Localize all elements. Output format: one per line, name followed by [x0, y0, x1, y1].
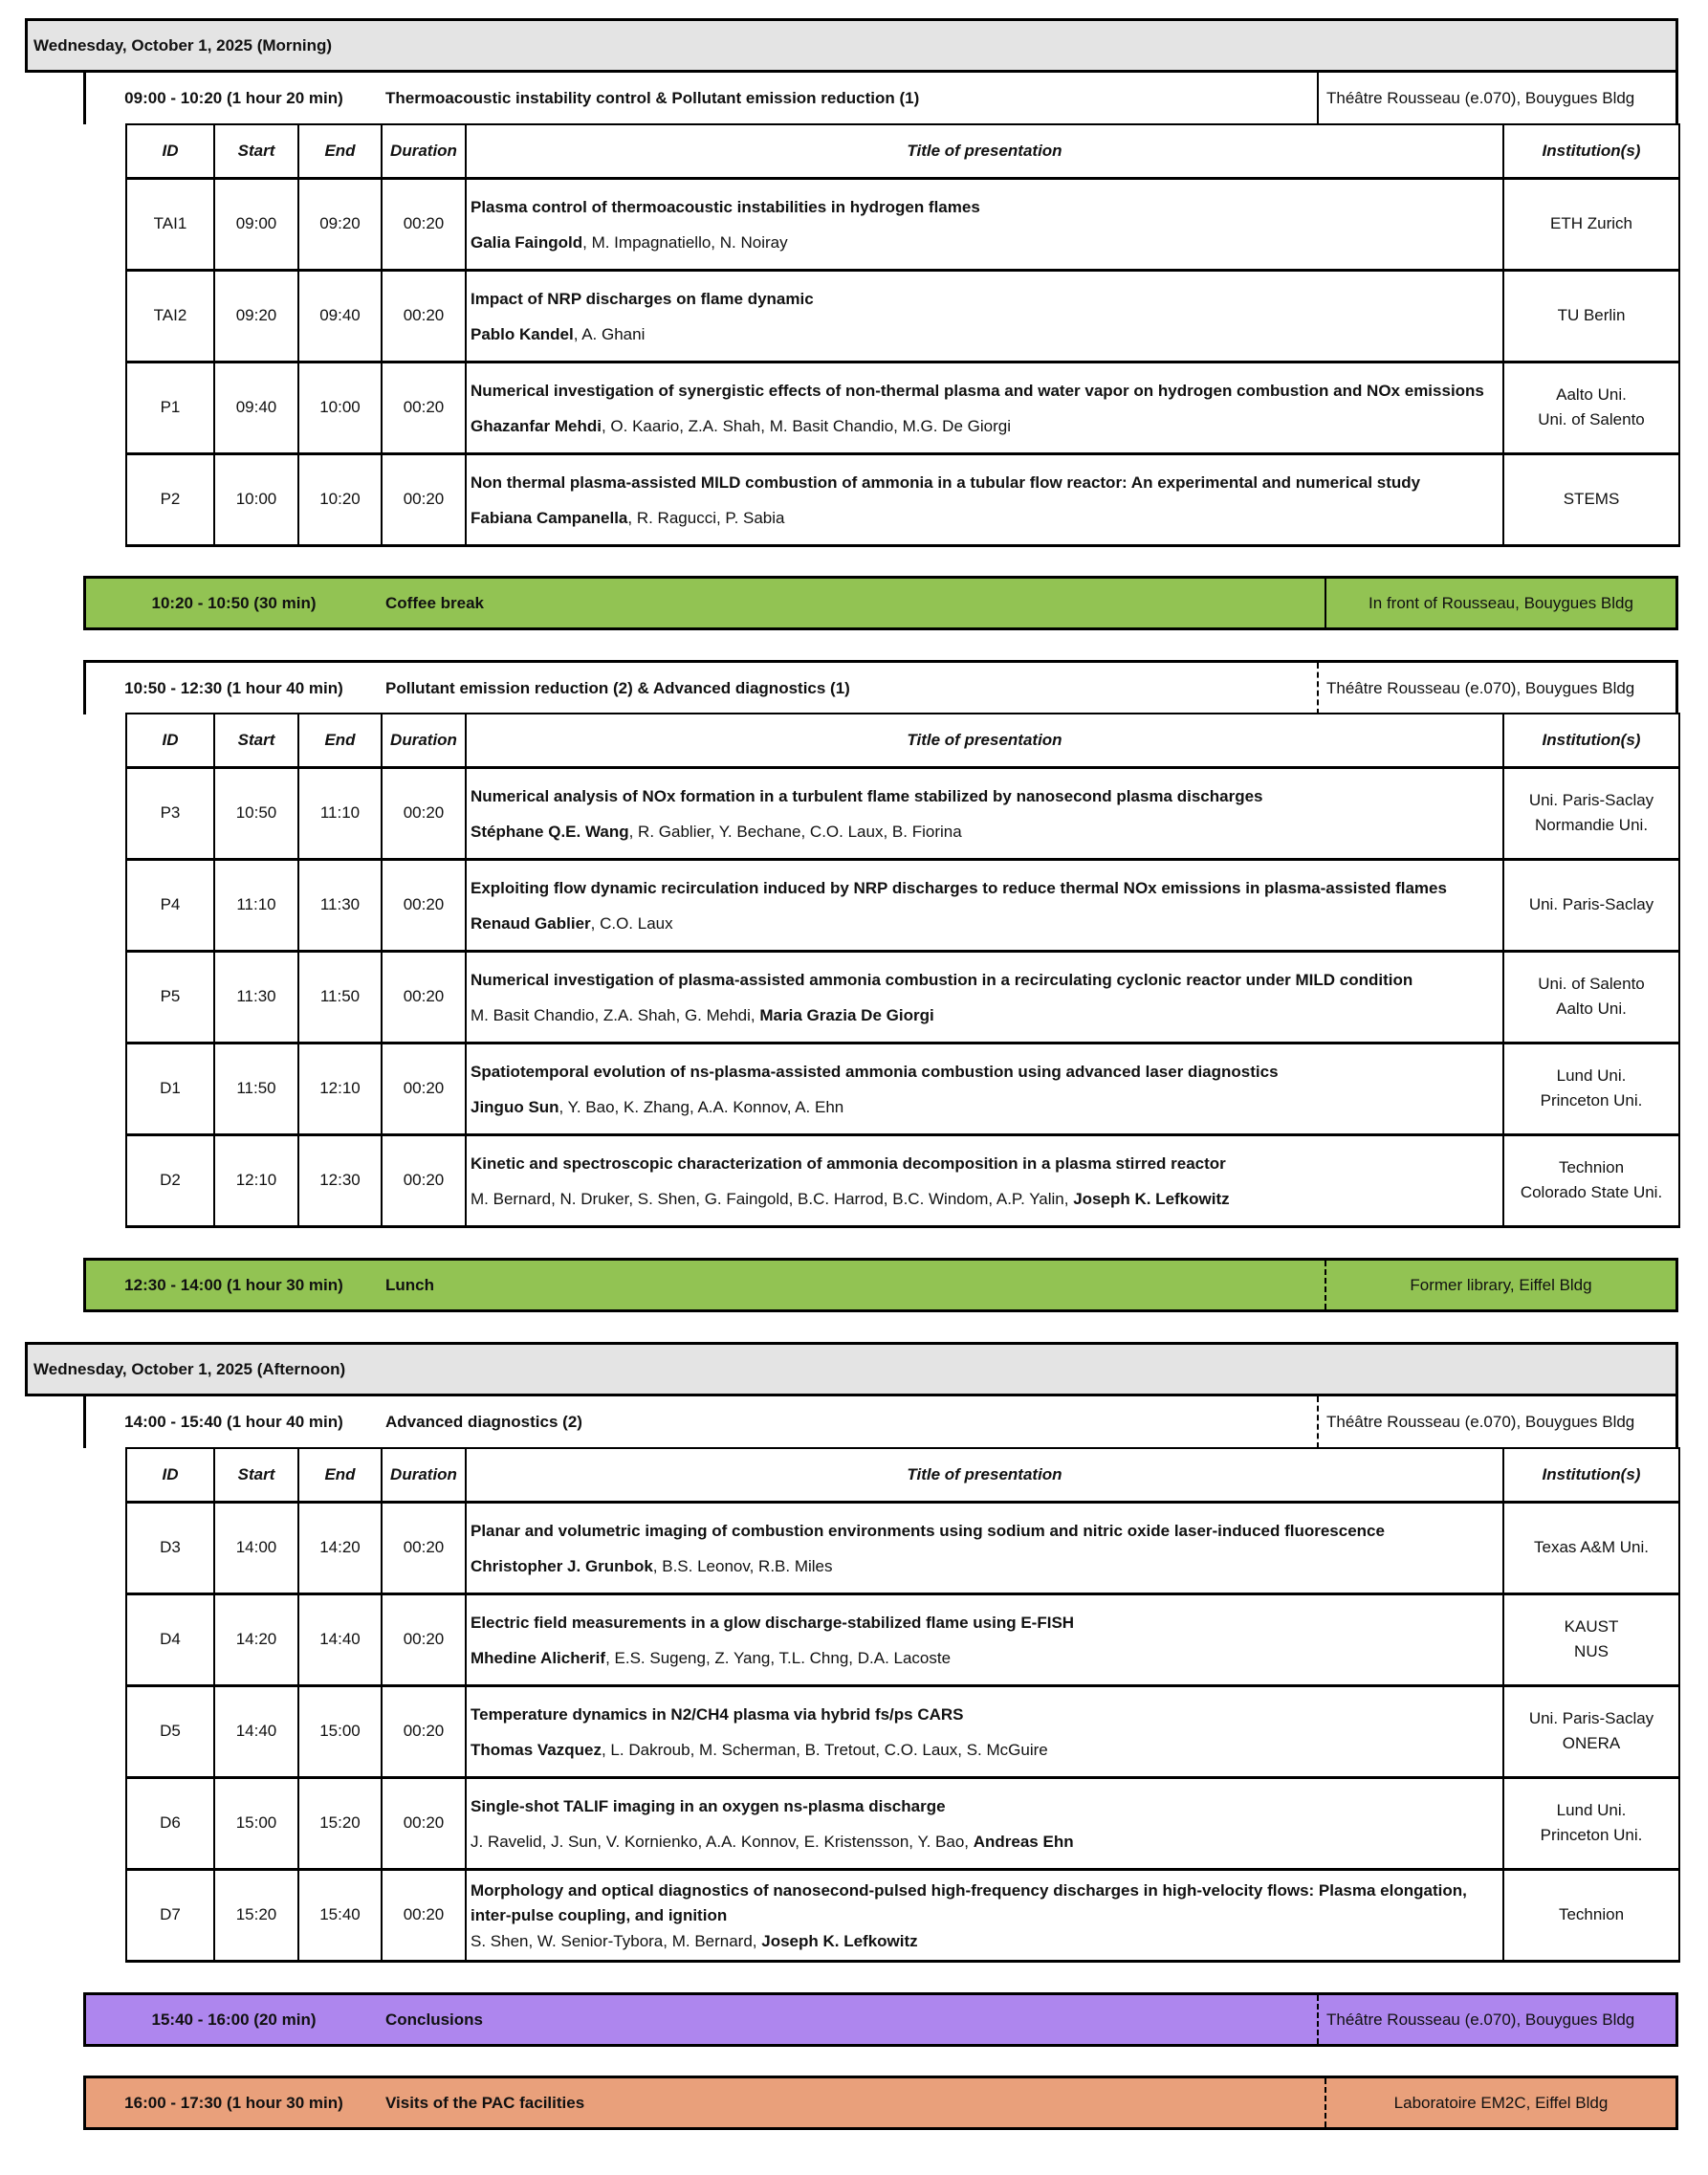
conclusions-location: Théâtre Rousseau (e.070), Bouygues Bldg	[1317, 1995, 1675, 2044]
talk-title: Exploiting flow dynamic recirculation induced by NRP discharges to reduce thermal NOx emissions in plasma-assisted flames	[471, 879, 1447, 897]
talk-end: 11:30	[298, 859, 382, 951]
talk-row	[126, 362, 1679, 453]
authors-after: , O. Kaario, Z.A. Shah, M. Basit Chandio, M.G. De Giorgi	[601, 417, 1011, 435]
talk-authors	[471, 1006, 1499, 1025]
talk-title: Impact of NRP discharges on flame dynamic	[471, 290, 814, 308]
col-duration: Duration	[382, 714, 466, 767]
talk-institutions	[1503, 1134, 1679, 1226]
authors-after: , B.S. Leonov, R.B. Miles	[652, 1557, 833, 1575]
talk-end: 09:20	[298, 178, 382, 270]
talk-title-cell	[466, 1134, 1503, 1226]
talk-institutions	[1503, 1777, 1679, 1869]
session-location: Théâtre Rousseau (e.070), Bouygues Bldg	[1317, 663, 1675, 714]
talk-id: D6	[126, 1777, 214, 1869]
talk-institutions	[1503, 178, 1679, 270]
talk-duration: 00:20	[382, 859, 466, 951]
institution: STEMS	[1563, 490, 1620, 508]
talk-title-cell	[466, 859, 1503, 951]
talk-end: 12:30	[298, 1134, 382, 1226]
authors-after: , A. Ghani	[573, 325, 646, 343]
talk-row	[126, 453, 1679, 545]
talk-start: 10:50	[214, 767, 298, 859]
talk-id: D4	[126, 1593, 214, 1685]
talk-end: 14:40	[298, 1593, 382, 1685]
talk-start: 12:10	[214, 1134, 298, 1226]
col-duration: Duration	[382, 1448, 466, 1502]
authors-before: S. Shen, W. Senior-Tybora, M. Bernard,	[471, 1932, 762, 1950]
presenter: Galia Faingold	[471, 233, 583, 252]
talk-institutions	[1503, 1043, 1679, 1134]
institution: Uni. of Salento	[1538, 975, 1645, 993]
day-header-morning	[25, 18, 1678, 73]
talk-row	[126, 951, 1679, 1043]
talk-title-cell	[466, 453, 1503, 545]
day-header-label: Wednesday, October 1, 2025 (Afternoon)	[33, 1359, 346, 1378]
presenter: Jinguo Sun	[471, 1098, 559, 1116]
talk-duration: 00:20	[382, 178, 466, 270]
talk-end: 10:00	[298, 362, 382, 453]
talk-id: P3	[126, 767, 214, 859]
talk-duration: 00:20	[382, 1043, 466, 1134]
talk-duration: 00:20	[382, 1134, 466, 1226]
talk-start: 14:20	[214, 1593, 298, 1685]
talk-title-cell	[466, 1777, 1503, 1869]
talk-duration: 00:20	[382, 767, 466, 859]
col-end: End	[298, 1448, 382, 1502]
session-time: 09:00 - 10:20 (1 hour 20 min)	[124, 89, 343, 107]
authors-after: , Y. Bao, K. Zhang, A.A. Konnov, A. Ehn	[558, 1098, 844, 1116]
col-institutions: Institution(s)	[1503, 1448, 1679, 1502]
institution: TU Berlin	[1557, 306, 1626, 324]
talk-start: 15:20	[214, 1869, 298, 1961]
talk-institutions	[1503, 1593, 1679, 1685]
talk-start: 14:00	[214, 1502, 298, 1593]
lunch-location: Former library, Eiffel Bldg	[1325, 1261, 1675, 1309]
session-title: Pollutant emission reduction (2) & Advanced diagnostics (1)	[385, 679, 850, 697]
talk-id: P4	[126, 859, 214, 951]
institution: Technion	[1558, 1158, 1625, 1176]
talk-title: Single-shot TALIF imaging in an oxygen ns-plasma discharge	[471, 1797, 946, 1815]
talk-start: 15:00	[214, 1777, 298, 1869]
authors-after: , M. Impagnatiello, N. Noiray	[582, 233, 788, 252]
col-start: Start	[214, 714, 298, 767]
col-title: Title of presentation	[466, 1448, 1503, 1502]
talk-row	[126, 1502, 1679, 1593]
talk-id: TAI1	[126, 178, 214, 270]
talk-start: 11:30	[214, 951, 298, 1043]
talk-duration: 00:20	[382, 362, 466, 453]
talk-duration: 00:20	[382, 951, 466, 1043]
session-header	[83, 660, 1678, 714]
talk-row	[126, 270, 1679, 362]
talks-table	[125, 123, 1680, 547]
institution: Technion	[1558, 1905, 1625, 1923]
institution: KAUST	[1564, 1617, 1619, 1636]
talk-id: P1	[126, 362, 214, 453]
lunch-bar	[83, 1258, 1678, 1312]
break-time: 10:20 - 10:50 (30 min)	[151, 593, 317, 612]
talk-row	[126, 1777, 1679, 1869]
talk-start: 14:40	[214, 1685, 298, 1777]
authors-before: M. Basit Chandio, Z.A. Shah, G. Mehdi,	[471, 1006, 760, 1024]
institution: Aalto Uni.	[1556, 1000, 1627, 1018]
session-location: Théâtre Rousseau (e.070), Bouygues Bldg	[1317, 1396, 1675, 1448]
presenter: Pablo Kandel	[471, 325, 574, 343]
talk-start: 09:00	[214, 178, 298, 270]
talk-institutions	[1503, 453, 1679, 545]
conclusions-bar	[83, 1992, 1678, 2047]
talk-id: D1	[126, 1043, 214, 1134]
talk-authors	[471, 1190, 1499, 1209]
presenter: Ghazanfar Mehdi	[471, 417, 602, 435]
talk-authors	[471, 1098, 1499, 1117]
table-header-row	[126, 714, 1679, 767]
talk-end: 11:10	[298, 767, 382, 859]
authors-after: , L. Dakroub, M. Scherman, B. Tretout, C.O. Laux, S. McGuire	[601, 1741, 1048, 1759]
talk-title-cell	[466, 1593, 1503, 1685]
talk-title: Numerical analysis of NOx formation in a turbulent flame stabilized by nanosecond plasma discharges	[471, 787, 1263, 805]
talks-table	[125, 1447, 1680, 1963]
talk-duration: 00:20	[382, 1777, 466, 1869]
talk-title-cell	[466, 1869, 1503, 1961]
talk-title-cell	[466, 767, 1503, 859]
talk-end: 09:40	[298, 270, 382, 362]
talk-duration: 00:20	[382, 270, 466, 362]
talk-title: Temperature dynamics in N2/CH4 plasma via hybrid fs/ps CARS	[471, 1705, 964, 1724]
talk-duration: 00:20	[382, 1869, 466, 1961]
talk-title-cell	[466, 1685, 1503, 1777]
talk-institutions	[1503, 362, 1679, 453]
talk-authors	[471, 1557, 1499, 1576]
talk-title: Plasma control of thermoacoustic instabilities in hydrogen flames	[471, 198, 980, 216]
talk-institutions	[1503, 767, 1679, 859]
session-title: Advanced diagnostics (2)	[385, 1413, 582, 1431]
talk-authors	[471, 325, 1499, 344]
talk-id: D3	[126, 1502, 214, 1593]
talk-end: 11:50	[298, 951, 382, 1043]
presenter: Joseph K. Lefkowitz	[761, 1932, 918, 1950]
talk-id: D2	[126, 1134, 214, 1226]
talk-end: 15:40	[298, 1869, 382, 1961]
institution: ETH Zurich	[1550, 214, 1632, 232]
talk-id: D5	[126, 1685, 214, 1777]
talk-institutions	[1503, 1685, 1679, 1777]
authors-after: , R. Ragucci, P. Sabia	[627, 509, 785, 527]
session-header	[83, 1394, 1678, 1448]
col-title: Title of presentation	[466, 124, 1503, 178]
talk-title: Numerical investigation of plasma-assisted ammonia combustion in a recirculating cyclonic reactor under MILD condition	[471, 971, 1413, 989]
talk-title: Planar and volumetric imaging of combustion environments using sodium and nitric oxide laser-induced fluorescence	[471, 1522, 1385, 1540]
table-header-row	[126, 124, 1679, 178]
talk-row	[126, 1593, 1679, 1685]
presenter: Fabiana Campanella	[471, 509, 628, 527]
institution: ONERA	[1562, 1734, 1621, 1752]
break-label: Coffee break	[385, 593, 484, 612]
col-institutions: Institution(s)	[1503, 124, 1679, 178]
talk-title: Spatiotemporal evolution of ns-plasma-assisted ammonia combustion using advanced laser diagnostics	[471, 1063, 1279, 1081]
institution: Princeton Uni.	[1540, 1826, 1643, 1844]
talk-authors	[471, 509, 1499, 528]
institution: Texas A&M Uni.	[1534, 1538, 1649, 1556]
col-id: ID	[126, 124, 214, 178]
talk-title: Morphology and optical diagnostics of nanosecond-pulsed high-frequency discharges in high-velocity flows: Plasma elongation, inter-pulse coupling, and ignition	[471, 1881, 1467, 1924]
talk-start: 11:50	[214, 1043, 298, 1134]
talk-title-cell	[466, 362, 1503, 453]
talk-id: P2	[126, 453, 214, 545]
visits-label: Visits of the PAC facilities	[385, 2093, 585, 2112]
col-title: Title of presentation	[466, 714, 1503, 767]
col-id: ID	[126, 1448, 214, 1502]
talk-row	[126, 1134, 1679, 1226]
presenter: Mhedine Alicherif	[471, 1649, 606, 1667]
talk-title: Kinetic and spectroscopic characterization of ammonia decomposition in a plasma stirred reactor	[471, 1154, 1226, 1173]
talk-end: 15:20	[298, 1777, 382, 1869]
authors-after: , E.S. Sugeng, Z. Yang, T.L. Chng, D.A. Lacoste	[605, 1649, 952, 1667]
day-header-label: Wednesday, October 1, 2025 (Morning)	[33, 35, 333, 55]
talk-authors	[471, 1649, 1499, 1668]
institution: Colorado State Uni.	[1520, 1183, 1663, 1201]
institution: Uni. Paris-Saclay	[1528, 1709, 1654, 1727]
col-institutions: Institution(s)	[1503, 714, 1679, 767]
talk-duration: 00:20	[382, 1593, 466, 1685]
talk-end: 15:00	[298, 1685, 382, 1777]
talk-title-cell	[466, 951, 1503, 1043]
lunch-time: 12:30 - 14:00 (1 hour 30 min)	[124, 1275, 343, 1294]
day-header-afternoon	[25, 1342, 1678, 1396]
table-header-row	[126, 1448, 1679, 1502]
talk-end: 10:20	[298, 453, 382, 545]
talk-authors	[471, 1932, 1499, 1951]
col-start: Start	[214, 1448, 298, 1502]
talk-institutions	[1503, 1502, 1679, 1593]
talk-authors	[471, 823, 1499, 842]
talk-end: 12:10	[298, 1043, 382, 1134]
lunch-label: Lunch	[385, 1275, 434, 1294]
session-header	[83, 70, 1678, 124]
talk-end: 14:20	[298, 1502, 382, 1593]
col-end: End	[298, 124, 382, 178]
talk-institutions	[1503, 270, 1679, 362]
talk-row	[126, 1869, 1679, 1961]
talk-title-cell	[466, 270, 1503, 362]
talk-authors	[471, 1741, 1499, 1760]
conclusions-label: Conclusions	[385, 2010, 484, 2029]
talk-institutions	[1503, 859, 1679, 951]
presenter: Christopher J. Grunbok	[471, 1557, 653, 1575]
talk-id: TAI2	[126, 270, 214, 362]
institution: Normandie Uni.	[1534, 816, 1649, 834]
institution: Princeton Uni.	[1540, 1091, 1643, 1109]
talk-start: 09:40	[214, 362, 298, 453]
talk-start: 11:10	[214, 859, 298, 951]
talk-institutions	[1503, 951, 1679, 1043]
talk-row	[126, 178, 1679, 270]
institution: Lund Uni.	[1556, 1801, 1627, 1819]
talk-start: 09:20	[214, 270, 298, 362]
talks-table	[125, 713, 1680, 1228]
presenter: Andreas Ehn	[973, 1833, 1074, 1851]
talk-duration: 00:20	[382, 453, 466, 545]
session-location: Théâtre Rousseau (e.070), Bouygues Bldg	[1317, 73, 1675, 124]
institution: NUS	[1574, 1642, 1609, 1660]
col-id: ID	[126, 714, 214, 767]
talk-row	[126, 859, 1679, 951]
talk-title-cell	[466, 178, 1503, 270]
talk-start: 10:00	[214, 453, 298, 545]
talk-authors	[471, 914, 1499, 934]
presenter: Joseph K. Lefkowitz	[1073, 1190, 1230, 1208]
coffee-break-bar	[83, 576, 1678, 630]
authors-after: , R. Gablier, Y. Bechane, C.O. Laux, B. Fiorina	[628, 823, 962, 841]
institution: Lund Uni.	[1556, 1066, 1627, 1085]
col-end: End	[298, 714, 382, 767]
talk-title-cell	[466, 1043, 1503, 1134]
session-title: Thermoacoustic instability control & Pollutant emission reduction (1)	[385, 89, 920, 107]
col-duration: Duration	[382, 124, 466, 178]
talk-duration: 00:20	[382, 1685, 466, 1777]
talk-duration: 00:20	[382, 1502, 466, 1593]
talk-institutions	[1503, 1869, 1679, 1961]
institution: Uni. Paris-Saclay	[1528, 791, 1654, 809]
institution: Uni. Paris-Saclay	[1528, 895, 1654, 913]
talk-authors	[471, 1833, 1499, 1852]
break-location: In front of Rousseau, Bouygues Bldg	[1325, 579, 1675, 627]
talk-title: Numerical investigation of synergistic effects of non-thermal plasma and water vapor on hydrogen combustion and NOx emissions	[471, 382, 1484, 400]
talk-title: Non thermal plasma-assisted MILD combustion of ammonia in a tubular flow reactor: An experimental and numerical study	[471, 473, 1421, 492]
presenter: Maria Grazia De Giorgi	[759, 1006, 934, 1024]
talk-authors	[471, 417, 1499, 436]
presenter: Renaud Gablier	[471, 914, 591, 933]
talk-title: Electric field measurements in a glow discharge-stabilized flame using E-FISH	[471, 1614, 1075, 1632]
session-time: 14:00 - 15:40 (1 hour 40 min)	[124, 1413, 343, 1431]
talk-row	[126, 767, 1679, 859]
talk-row	[126, 1043, 1679, 1134]
col-start: Start	[214, 124, 298, 178]
presenter: Stéphane Q.E. Wang	[471, 823, 629, 841]
authors-before: M. Bernard, N. Druker, S. Shen, G. Faingold, B.C. Harrod, B.C. Windom, A.P. Yalin,	[471, 1190, 1074, 1208]
conclusions-time: 15:40 - 16:00 (20 min)	[151, 2010, 317, 2029]
visits-bar	[83, 2076, 1678, 2130]
authors-before: J. Ravelid, J. Sun, V. Kornienko, A.A. Konnov, E. Kristensson, Y. Bao,	[471, 1833, 974, 1851]
visits-location: Laboratoire EM2C, Eiffel Bldg	[1325, 2078, 1675, 2127]
authors-after: , C.O. Laux	[590, 914, 673, 933]
talk-id: P5	[126, 951, 214, 1043]
visits-time: 16:00 - 17:30 (1 hour 30 min)	[124, 2093, 343, 2112]
talk-id: D7	[126, 1869, 214, 1961]
talk-title-cell	[466, 1502, 1503, 1593]
institution: Uni. of Salento	[1538, 410, 1645, 428]
presenter: Thomas Vazquez	[471, 1741, 602, 1759]
institution: Aalto Uni.	[1556, 385, 1627, 404]
talk-row	[126, 1685, 1679, 1777]
session-time: 10:50 - 12:30 (1 hour 40 min)	[124, 679, 343, 697]
talk-authors	[471, 233, 1499, 253]
